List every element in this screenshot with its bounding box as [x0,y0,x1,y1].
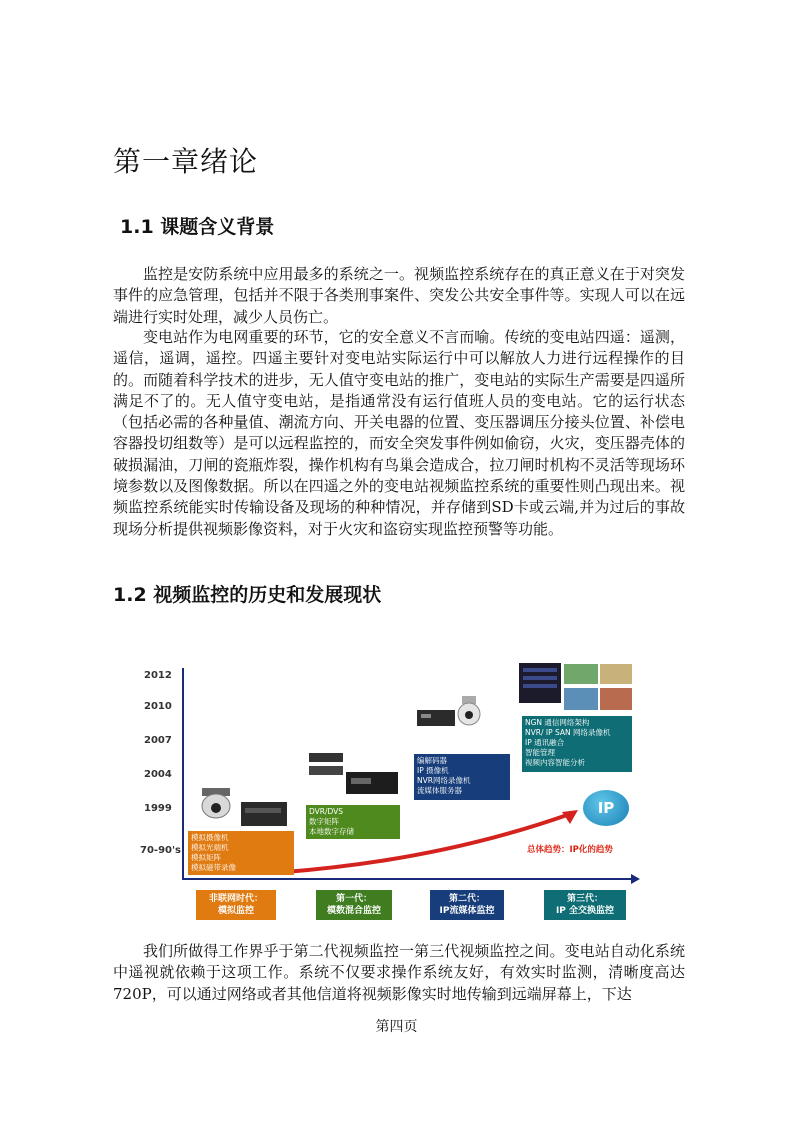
generation-box-hybrid [306,805,400,839]
box-line: NGN 通信网络架构 [525,718,590,727]
year-label: 2004 [144,769,172,780]
era-label-third-gen [544,890,626,920]
monitoring-screens-icon [564,664,632,712]
year-label: 70-90's [140,845,181,856]
box-line: 模拟磁带录像 [191,863,236,872]
box-line: IP 通讯融合 [525,738,565,747]
tape-recorder-icon [240,800,288,828]
chapter-title: 第一章绪论 [113,145,259,178]
year-label: 2007 [144,735,172,746]
box-line: IP 摄像机 [417,766,449,775]
section-title-1-2: 1.2 视频监控的历史和发展现状 [113,584,382,606]
generation-box-ip-stream [414,754,510,800]
era-label-second-gen [430,890,504,920]
server-rack-icon [518,662,562,704]
box-line: 模拟摄像机 [191,833,229,842]
surveillance-history-figure [140,660,650,925]
section-title-1-1: 1.1 课题含义背景 [120,216,275,238]
dome-camera-icon [198,786,234,826]
box-line: 视频内容智能分析 [525,758,585,767]
generation-box-analog [188,831,294,875]
page-footer: 第四页 [375,1019,418,1035]
box-line: 模拟光端机 [191,843,229,852]
box-line: NVR/ IP SAN 网络录像机 [525,728,611,737]
era-line: IP 全交换监控 [555,906,615,916]
box-line: DVR/DVS [309,807,344,816]
box-line: NVR网络录像机 [417,776,471,785]
era-line: 第一代： [335,894,372,904]
box-line: 模拟矩阵 [191,853,221,862]
encoder-icon [416,704,456,730]
paragraph: 我们所做得工作界乎于第二代视频监控一第三代视频监控之间。变电站自动化系统中遥视就依赖于这项工作。系统不仅要求操作系统友好，有效实时监测，清晰度高达 720P，可以通过网络或者其他信道将视频影像实时地传输到远端屏幕上，下达 [113,942,685,1003]
era-line: 第三代： [566,894,603,904]
trend-label: 总体趋势：IP化的趋势 [527,845,613,855]
box-line: 数字矩阵 [309,817,339,826]
year-label: 2012 [144,670,172,681]
box-line: 本地数字存储 [309,827,354,836]
box-line: 流媒体服务器 [417,786,462,795]
box-line: 智能管理 [525,748,555,757]
era-line: 模数混合监控 [326,906,381,916]
ip-bubble: IP [583,790,629,826]
year-label: 2010 [144,701,172,712]
era-label-first-gen [316,890,392,920]
y-axis [182,668,184,880]
era-line: 第二代： [448,894,485,904]
dvr-device-icon [308,752,344,780]
year-label: 1999 [144,803,172,814]
era-label-analog [196,890,276,920]
paragraph: 监控是安防系统中应用最多的系统之一。视频监控系统存在的真正意义在于对突发事件的应急管理，包括并不限于各类刑事案件、突发公共安全事件等。实现人可以在远端进行实时处理，减少人员伤亡。 [113,265,685,326]
matrix-device-icon [345,768,399,798]
ptz-camera-icon [456,696,482,728]
box-line: 编解码器 [417,756,447,765]
era-line: IP流媒体监控 [439,906,495,916]
generation-box-ip-switch [522,716,632,772]
paragraph: 变电站作为电网重要的环节，它的安全意义不言而喻。传统的变电站四遥：遥测，遥信，遥调，遥控。四遥主要针对变电站实际运行中可以解放人力进行远程操作的目的。而随着科学技术的进步，无人值守变电站的推广，变电站的实际生产需要是四遥所满足不了的。无人值守变电站，是指通常没有运行值班人员的变电站。它的运行状态（包括必需的各种量值、潮流方向、开关电器的位置、变压器调压分接头位置、补偿电容器投切组数等）是可以远程监控的，而安全突发事件例如偷窃，火灾，变压器壳体的破损漏油，刀闸的瓷瓶炸裂，操作机构有鸟巢会造成合，拉刀闸时机构不灵活等现场环境参数以及图像数据。所以在四遥之外的变电站视频监控系统的重要性则凸现出来。视频监控系统能实时传输设备及现场的种种情况，并存储到SD卡或云端,并为过后的事故现场分析提供视频影像资料，对于火灾和盗窃实现监控预警等功能。 [113,328,685,538]
era-line: 模拟监控 [217,906,254,916]
era-line: 非联网时代： [208,894,263,904]
